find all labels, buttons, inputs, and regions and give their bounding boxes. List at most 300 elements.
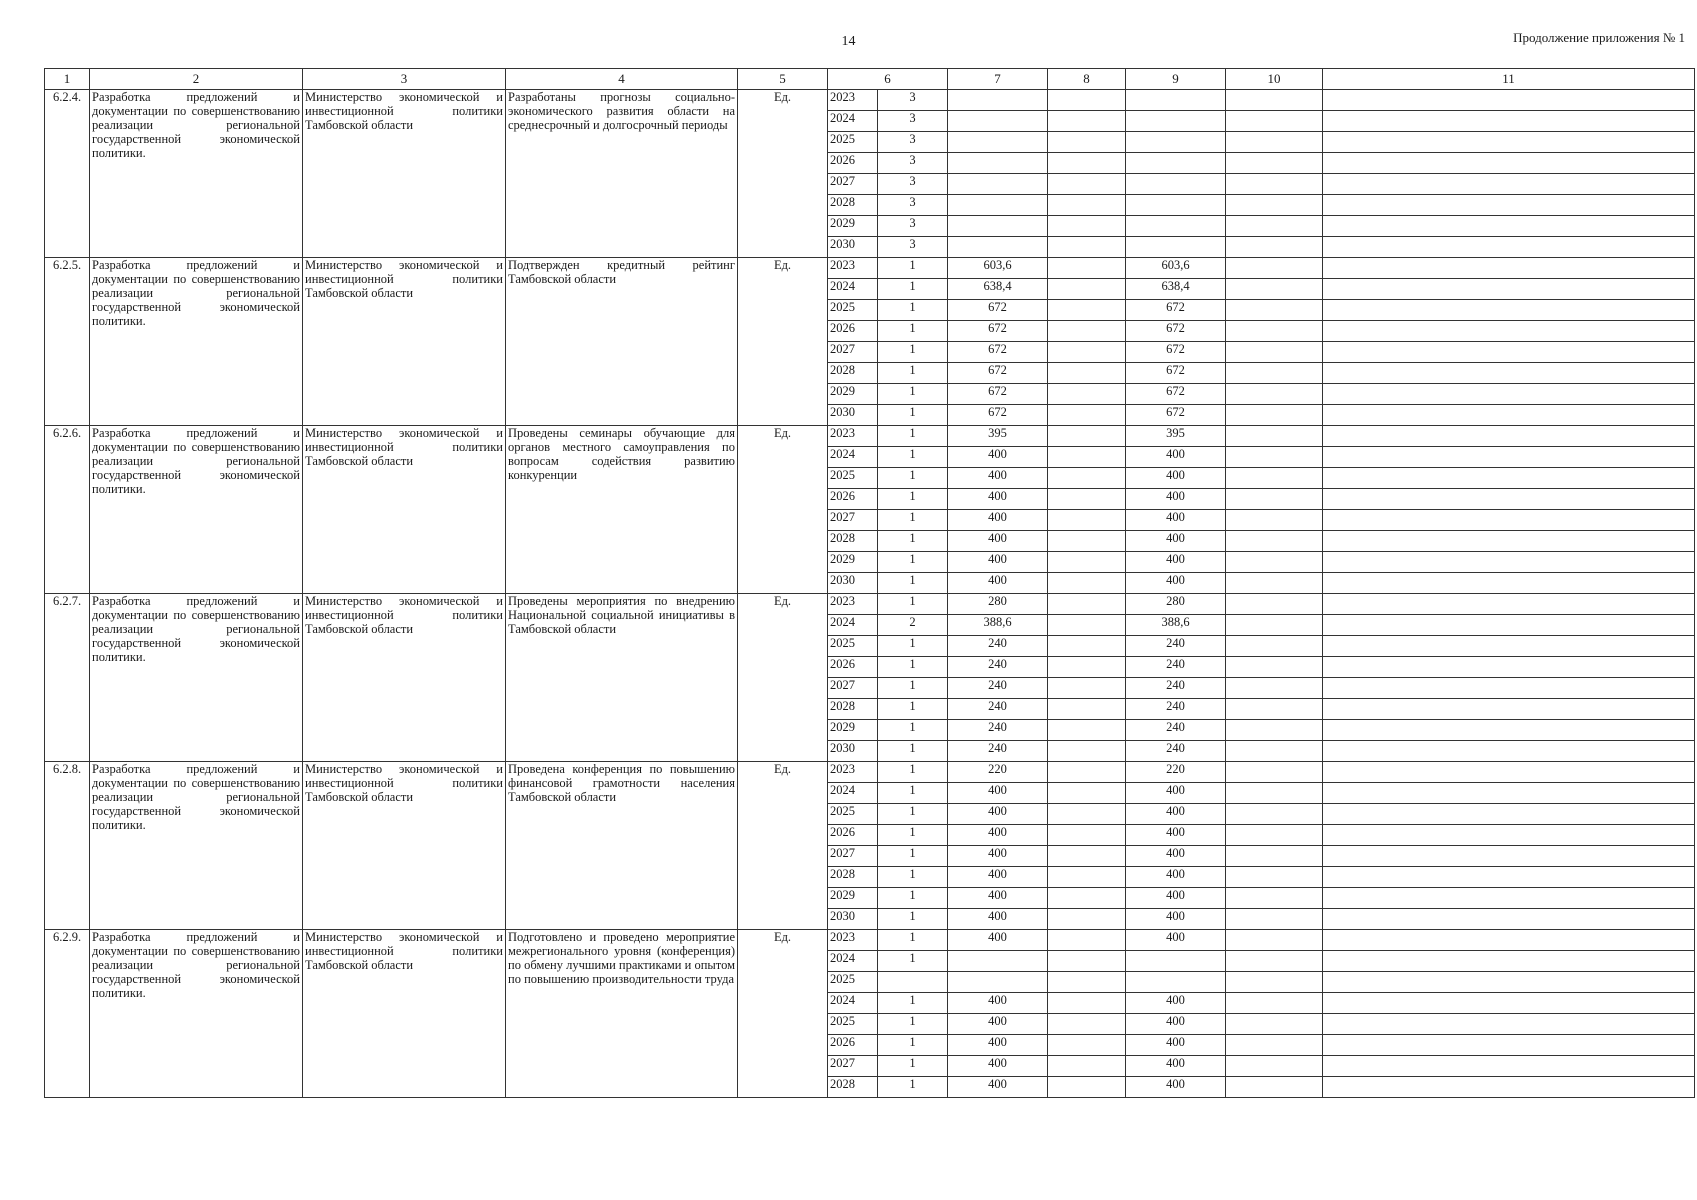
table-row [45, 762, 1695, 783]
value-col-7: 400 [948, 489, 1048, 510]
year-cell: 2026 [828, 1035, 878, 1056]
value-col-11 [1323, 678, 1695, 699]
value-col-9: 603,6 [1126, 258, 1226, 279]
measure-number: 6.2.5. [45, 258, 90, 426]
value-col-7: 400 [948, 468, 1048, 489]
value-col-7: 240 [948, 678, 1048, 699]
col-header: 5 [738, 69, 828, 90]
value-col-8 [1048, 279, 1126, 300]
value-col-8 [1048, 426, 1126, 447]
value-col-8 [1048, 300, 1126, 321]
value-col-10 [1226, 216, 1323, 237]
value-col-7 [948, 216, 1048, 237]
quantity-cell: 1 [878, 426, 948, 447]
value-col-8 [1048, 363, 1126, 384]
value-col-11 [1323, 594, 1695, 615]
value-col-9: 672 [1126, 384, 1226, 405]
measure-number: 6.2.9. [45, 930, 90, 1098]
value-col-10 [1226, 405, 1323, 426]
value-col-9 [1126, 90, 1226, 111]
value-col-11 [1323, 804, 1695, 825]
value-col-8 [1048, 783, 1126, 804]
measure-number: 6.2.8. [45, 762, 90, 930]
year-cell: 2027 [828, 678, 878, 699]
col-header: 4 [506, 69, 738, 90]
value-col-11 [1323, 174, 1695, 195]
quantity-cell: 3 [878, 132, 948, 153]
year-cell: 2025 [828, 1014, 878, 1035]
col-header: 1 [45, 69, 90, 90]
year-cell: 2029 [828, 720, 878, 741]
year-cell: 2028 [828, 1077, 878, 1098]
value-col-10 [1226, 342, 1323, 363]
year-cell: 2025 [828, 132, 878, 153]
quantity-cell: 1 [878, 699, 948, 720]
year-cell: 2023 [828, 930, 878, 951]
value-col-10 [1226, 1035, 1323, 1056]
value-col-10 [1226, 741, 1323, 762]
measure-name: Разработка предложений и документации по совершенствованию реализации региональной государственной экономической политики. [90, 426, 303, 594]
value-col-7: 400 [948, 1077, 1048, 1098]
value-col-9: 400 [1126, 1014, 1226, 1035]
year-cell: 2026 [828, 825, 878, 846]
value-col-8 [1048, 1014, 1126, 1035]
quantity-cell: 1 [878, 300, 948, 321]
value-col-9: 400 [1126, 930, 1226, 951]
value-col-9 [1126, 237, 1226, 258]
value-col-9: 220 [1126, 762, 1226, 783]
year-cell: 2029 [828, 216, 878, 237]
value-col-10 [1226, 783, 1323, 804]
value-col-8 [1048, 405, 1126, 426]
value-col-8 [1048, 825, 1126, 846]
value-col-7: 220 [948, 762, 1048, 783]
value-col-8 [1048, 594, 1126, 615]
value-col-8 [1048, 489, 1126, 510]
year-cell: 2029 [828, 888, 878, 909]
value-col-11 [1323, 1035, 1695, 1056]
quantity-cell: 3 [878, 111, 948, 132]
value-col-9: 400 [1126, 510, 1226, 531]
value-col-11 [1323, 993, 1695, 1014]
quantity-cell: 1 [878, 321, 948, 342]
value-col-10 [1226, 174, 1323, 195]
value-col-8 [1048, 909, 1126, 930]
value-col-7: 400 [948, 531, 1048, 552]
year-cell: 2027 [828, 1056, 878, 1077]
col-header: 11 [1323, 69, 1695, 90]
measure-executor: Министерство экономической и инвестиционной политики Тамбовской области [303, 258, 506, 426]
measure-number: 6.2.4. [45, 90, 90, 258]
value-col-10 [1226, 846, 1323, 867]
measure-name: Разработка предложений и документации по совершенствованию реализации региональной государственной экономической политики. [90, 90, 303, 258]
value-col-8 [1048, 216, 1126, 237]
quantity-cell: 1 [878, 1014, 948, 1035]
col-header: 8 [1048, 69, 1126, 90]
year-cell: 2025 [828, 804, 878, 825]
value-col-10 [1226, 762, 1323, 783]
value-col-9: 672 [1126, 405, 1226, 426]
value-col-11 [1323, 615, 1695, 636]
value-col-7: 400 [948, 888, 1048, 909]
measure-name: Разработка предложений и документации по совершенствованию реализации региональной государственной экономической политики. [90, 594, 303, 762]
value-col-10 [1226, 951, 1323, 972]
quantity-cell: 3 [878, 90, 948, 111]
quantity-cell: 1 [878, 825, 948, 846]
quantity-cell: 1 [878, 363, 948, 384]
year-cell: 2028 [828, 867, 878, 888]
measure-result: Проведены семинары обучающие для органов местного самоуправления по вопросам содействия развитию конкуренции [506, 426, 738, 594]
value-col-9 [1126, 195, 1226, 216]
quantity-cell: 1 [878, 531, 948, 552]
value-col-10 [1226, 279, 1323, 300]
value-col-10 [1226, 489, 1323, 510]
year-cell: 2030 [828, 909, 878, 930]
year-cell: 2029 [828, 552, 878, 573]
value-col-7: 400 [948, 447, 1048, 468]
value-col-8 [1048, 867, 1126, 888]
quantity-cell: 1 [878, 342, 948, 363]
value-col-11 [1323, 1056, 1695, 1077]
value-col-10 [1226, 258, 1323, 279]
quantity-cell: 1 [878, 867, 948, 888]
value-col-8 [1048, 636, 1126, 657]
value-col-7: 240 [948, 720, 1048, 741]
value-col-7: 240 [948, 636, 1048, 657]
value-col-11 [1323, 447, 1695, 468]
quantity-cell: 1 [878, 1035, 948, 1056]
value-col-11 [1323, 195, 1695, 216]
value-col-10 [1226, 111, 1323, 132]
value-col-8 [1048, 321, 1126, 342]
page-number: 14 [841, 34, 856, 49]
measure-executor: Министерство экономической и инвестиционной политики Тамбовской области [303, 930, 506, 1098]
measure-unit: Ед. [738, 258, 828, 426]
value-col-7 [948, 132, 1048, 153]
measure-unit: Ед. [738, 762, 828, 930]
value-col-7: 400 [948, 867, 1048, 888]
value-col-10 [1226, 90, 1323, 111]
value-col-8 [1048, 195, 1126, 216]
value-col-7 [948, 90, 1048, 111]
value-col-11 [1323, 489, 1695, 510]
year-cell: 2023 [828, 426, 878, 447]
measure-unit: Ед. [738, 930, 828, 1098]
measure-unit: Ед. [738, 426, 828, 594]
value-col-8 [1048, 846, 1126, 867]
value-col-10 [1226, 321, 1323, 342]
value-col-11 [1323, 573, 1695, 594]
value-col-11 [1323, 888, 1695, 909]
value-col-7: 400 [948, 1014, 1048, 1035]
value-col-7 [948, 195, 1048, 216]
value-col-8 [1048, 972, 1126, 993]
value-col-7: 400 [948, 1056, 1048, 1077]
year-cell: 2024 [828, 951, 878, 972]
measure-result: Проведены мероприятия по внедрению Национальной социальной инициативы в Тамбовской области [506, 594, 738, 762]
measure-name: Разработка предложений и документации по совершенствованию реализации региональной государственной экономической политики. [90, 762, 303, 930]
table-row [45, 90, 1695, 111]
quantity-cell: 1 [878, 783, 948, 804]
year-cell: 2027 [828, 174, 878, 195]
year-cell: 2024 [828, 615, 878, 636]
year-cell: 2025 [828, 636, 878, 657]
col-header: 6 [828, 69, 948, 90]
year-cell: 2030 [828, 573, 878, 594]
year-cell: 2030 [828, 405, 878, 426]
measure-result: Проведена конференция по повышению финансовой грамотности населения Тамбовской области [506, 762, 738, 930]
year-cell: 2024 [828, 993, 878, 1014]
quantity-cell: 3 [878, 216, 948, 237]
year-cell: 2023 [828, 90, 878, 111]
value-col-8 [1048, 657, 1126, 678]
value-col-7: 672 [948, 321, 1048, 342]
value-col-7: 280 [948, 594, 1048, 615]
value-col-11 [1323, 741, 1695, 762]
value-col-8 [1048, 720, 1126, 741]
value-col-7: 240 [948, 699, 1048, 720]
value-col-10 [1226, 930, 1323, 951]
value-col-8 [1048, 741, 1126, 762]
value-col-8 [1048, 1035, 1126, 1056]
value-col-7 [948, 111, 1048, 132]
value-col-8 [1048, 552, 1126, 573]
value-col-9: 400 [1126, 573, 1226, 594]
value-col-8 [1048, 762, 1126, 783]
value-col-7 [948, 174, 1048, 195]
value-col-7: 672 [948, 300, 1048, 321]
value-col-8 [1048, 258, 1126, 279]
year-cell: 2030 [828, 237, 878, 258]
value-col-8 [1048, 510, 1126, 531]
value-col-8 [1048, 237, 1126, 258]
value-col-11 [1323, 216, 1695, 237]
value-col-10 [1226, 426, 1323, 447]
value-col-10 [1226, 1014, 1323, 1035]
value-col-11 [1323, 363, 1695, 384]
value-col-11 [1323, 510, 1695, 531]
value-col-9: 400 [1126, 447, 1226, 468]
value-col-7: 638,4 [948, 279, 1048, 300]
value-col-10 [1226, 699, 1323, 720]
year-cell: 2024 [828, 783, 878, 804]
measure-unit: Ед. [738, 594, 828, 762]
year-cell: 2023 [828, 762, 878, 783]
value-col-7: 400 [948, 573, 1048, 594]
quantity-cell: 1 [878, 846, 948, 867]
value-col-9: 400 [1126, 825, 1226, 846]
value-col-9: 240 [1126, 657, 1226, 678]
col-header: 9 [1126, 69, 1226, 90]
value-col-11 [1323, 405, 1695, 426]
value-col-9: 400 [1126, 1035, 1226, 1056]
value-col-11 [1323, 720, 1695, 741]
header-row [45, 69, 1695, 90]
quantity-cell: 3 [878, 153, 948, 174]
value-col-7: 400 [948, 510, 1048, 531]
value-col-10 [1226, 657, 1323, 678]
value-col-8 [1048, 111, 1126, 132]
value-col-7: 400 [948, 993, 1048, 1014]
value-col-7: 240 [948, 657, 1048, 678]
value-col-8 [1048, 615, 1126, 636]
value-col-10 [1226, 195, 1323, 216]
value-col-10 [1226, 573, 1323, 594]
value-col-7 [948, 972, 1048, 993]
value-col-7: 603,6 [948, 258, 1048, 279]
value-col-11 [1323, 909, 1695, 930]
value-col-9: 400 [1126, 468, 1226, 489]
col-header: 7 [948, 69, 1048, 90]
quantity-cell: 1 [878, 720, 948, 741]
value-col-9: 240 [1126, 678, 1226, 699]
year-cell: 2024 [828, 447, 878, 468]
measure-number: 6.2.6. [45, 426, 90, 594]
quantity-cell: 1 [878, 951, 948, 972]
quantity-cell: 3 [878, 195, 948, 216]
quantity-cell: 1 [878, 573, 948, 594]
value-col-8 [1048, 951, 1126, 972]
value-col-11 [1323, 384, 1695, 405]
value-col-8 [1048, 1056, 1126, 1077]
table-row [45, 594, 1695, 615]
year-cell: 2027 [828, 510, 878, 531]
value-col-11 [1323, 132, 1695, 153]
quantity-cell: 3 [878, 237, 948, 258]
value-col-9: 400 [1126, 531, 1226, 552]
quantity-cell: 1 [878, 384, 948, 405]
value-col-11 [1323, 342, 1695, 363]
value-col-11 [1323, 846, 1695, 867]
value-col-10 [1226, 1077, 1323, 1098]
value-col-8 [1048, 930, 1126, 951]
quantity-cell: 1 [878, 447, 948, 468]
year-cell: 2023 [828, 258, 878, 279]
year-cell: 2025 [828, 300, 878, 321]
quantity-cell: 3 [878, 174, 948, 195]
value-col-7: 400 [948, 804, 1048, 825]
value-col-7: 400 [948, 783, 1048, 804]
value-col-11 [1323, 468, 1695, 489]
quantity-cell: 1 [878, 405, 948, 426]
value-col-8 [1048, 1077, 1126, 1098]
value-col-11 [1323, 972, 1695, 993]
measure-executor: Министерство экономической и инвестиционной политики Тамбовской области [303, 426, 506, 594]
measure-executor: Министерство экономической и инвестиционной политики Тамбовской области [303, 762, 506, 930]
value-col-8 [1048, 888, 1126, 909]
quantity-cell: 1 [878, 489, 948, 510]
value-col-10 [1226, 552, 1323, 573]
measure-name: Разработка предложений и документации по совершенствованию реализации региональной государственной экономической политики. [90, 930, 303, 1098]
year-cell: 2026 [828, 153, 878, 174]
value-col-9: 400 [1126, 888, 1226, 909]
value-col-10 [1226, 363, 1323, 384]
year-cell: 2027 [828, 846, 878, 867]
value-col-11 [1323, 426, 1695, 447]
quantity-cell: 1 [878, 909, 948, 930]
value-col-10 [1226, 468, 1323, 489]
value-col-7: 400 [948, 846, 1048, 867]
table-row [45, 258, 1695, 279]
value-col-10 [1226, 888, 1323, 909]
value-col-7: 672 [948, 405, 1048, 426]
measure-name: Разработка предложений и документации по совершенствованию реализации региональной государственной экономической политики. [90, 258, 303, 426]
value-col-8 [1048, 447, 1126, 468]
quantity-cell: 1 [878, 804, 948, 825]
table-row [45, 426, 1695, 447]
value-col-9 [1126, 216, 1226, 237]
value-col-8 [1048, 531, 1126, 552]
value-col-10 [1226, 909, 1323, 930]
value-col-10 [1226, 447, 1323, 468]
quantity-cell: 1 [878, 930, 948, 951]
quantity-cell [878, 972, 948, 993]
value-col-11 [1323, 321, 1695, 342]
value-col-7: 400 [948, 930, 1048, 951]
value-col-8 [1048, 468, 1126, 489]
value-col-7: 672 [948, 363, 1048, 384]
year-cell: 2023 [828, 594, 878, 615]
value-col-8 [1048, 174, 1126, 195]
value-col-10 [1226, 867, 1323, 888]
quantity-cell: 1 [878, 657, 948, 678]
year-cell: 2024 [828, 111, 878, 132]
value-col-10 [1226, 804, 1323, 825]
value-col-9: 400 [1126, 993, 1226, 1014]
year-cell: 2026 [828, 321, 878, 342]
year-cell: 2030 [828, 741, 878, 762]
value-col-10 [1226, 531, 1323, 552]
value-col-9: 400 [1126, 552, 1226, 573]
quantity-cell: 1 [878, 636, 948, 657]
value-col-11 [1323, 951, 1695, 972]
quantity-cell: 1 [878, 762, 948, 783]
value-col-7 [948, 951, 1048, 972]
value-col-10 [1226, 237, 1323, 258]
year-cell: 2028 [828, 195, 878, 216]
measure-number: 6.2.7. [45, 594, 90, 762]
measure-unit: Ед. [738, 90, 828, 258]
value-col-11 [1323, 762, 1695, 783]
value-col-11 [1323, 825, 1695, 846]
year-cell: 2025 [828, 468, 878, 489]
value-col-10 [1226, 510, 1323, 531]
value-col-8 [1048, 90, 1126, 111]
value-col-9: 672 [1126, 321, 1226, 342]
year-cell: 2026 [828, 657, 878, 678]
value-col-10 [1226, 825, 1323, 846]
value-col-11 [1323, 111, 1695, 132]
year-cell: 2025 [828, 972, 878, 993]
value-col-10 [1226, 720, 1323, 741]
value-col-8 [1048, 384, 1126, 405]
value-col-9 [1126, 132, 1226, 153]
value-col-11 [1323, 153, 1695, 174]
year-cell: 2029 [828, 384, 878, 405]
value-col-9: 400 [1126, 1077, 1226, 1098]
value-col-10 [1226, 132, 1323, 153]
value-col-7: 395 [948, 426, 1048, 447]
value-col-10 [1226, 636, 1323, 657]
quantity-cell: 1 [878, 678, 948, 699]
value-col-9: 400 [1126, 804, 1226, 825]
measures-table [44, 68, 1695, 1098]
year-cell: 2028 [828, 531, 878, 552]
quantity-cell: 1 [878, 468, 948, 489]
value-col-10 [1226, 153, 1323, 174]
value-col-9: 400 [1126, 909, 1226, 930]
value-col-9 [1126, 174, 1226, 195]
